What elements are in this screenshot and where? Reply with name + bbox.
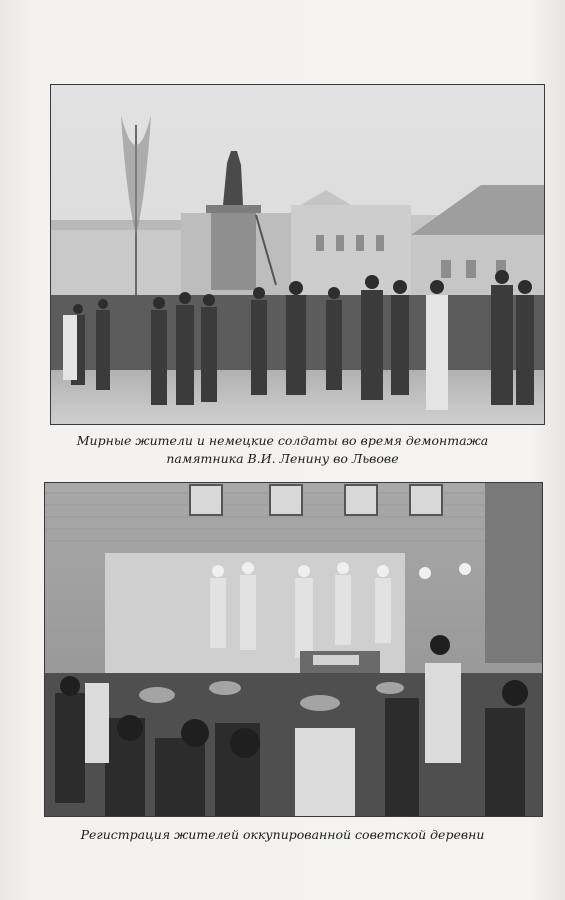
first-caption-line-2: памятника В.И. Ленину во Львове <box>166 451 399 466</box>
photo-graphic <box>45 483 542 816</box>
photo-graphic <box>51 85 544 424</box>
second-photo-caption <box>30 826 535 844</box>
village-registration-photo <box>44 482 543 817</box>
first-caption-line-1: Мирные жители и немецкие солдаты во время демонтажа <box>76 433 489 448</box>
first-photo-caption <box>30 432 535 468</box>
second-caption-line-1: Регистрация жителей оккупированной советской деревни <box>80 827 485 842</box>
monument-dismantling-photo <box>50 84 545 425</box>
